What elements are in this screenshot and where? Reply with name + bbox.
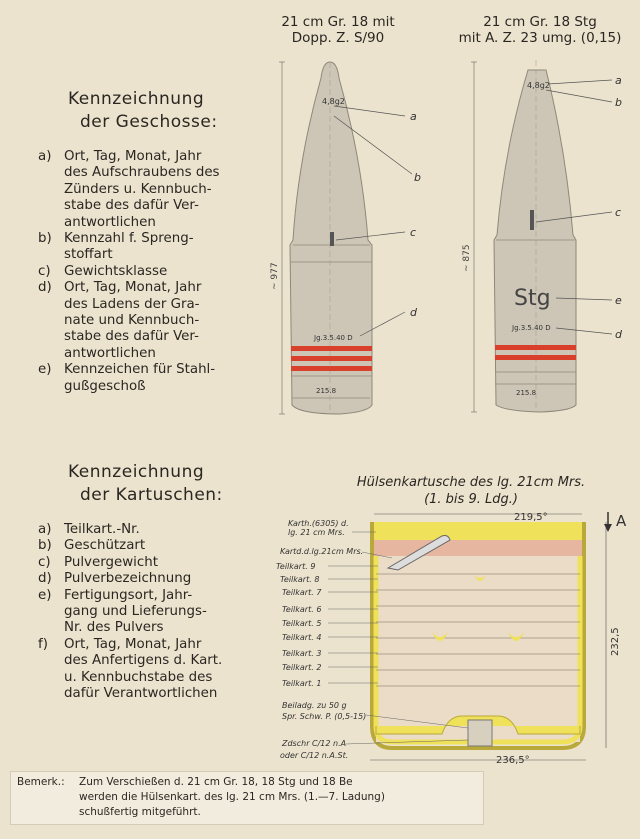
cartridge-label: lg. 21 cm Mrs. — [288, 528, 345, 537]
shell2-marking: 215.8 — [516, 389, 537, 397]
cartridge-label: Teilkart. 3 — [282, 649, 322, 658]
footnote-line: werden die Hülsenkart. des lg. 21 cm Mrs. (1.—7. Ladung) — [79, 791, 385, 803]
cartridge-label: Teilkart. 2 — [282, 663, 322, 672]
cartridge-label: Teilkart. 6 — [282, 605, 322, 614]
cartridge-title: Hülsenkartusche des lg. 21cm Mrs. (1. bis 9. Ldg.) — [356, 475, 586, 507]
list-item: a) Ort, Tag, Monat, Jahr des Aufschraubens des Zünders u. Kennbuch- stabe des dafür Ver- antwortlichen — [38, 149, 220, 230]
cartridge-label: Teilkart. 4 — [282, 633, 322, 642]
shell2-caption: 21 cm Gr. 18 Stg mit A. Z. 23 umg. (0,15) — [458, 14, 622, 46]
cartridge-arrow-label: A — [616, 512, 627, 530]
callout-b: b — [615, 96, 622, 109]
callout-c: c — [410, 226, 417, 239]
list-item: d) Ort, Tag, Monat, Jahr des Ladens der Gra- nate und Kennbuch- stabe des dafür Ver- antwortlichen — [38, 280, 202, 361]
section2-heading: Kennzeichnung der Kartuschen: — [68, 462, 223, 505]
cartridge-label: Spr. Schw. P. (0,5-15) — [282, 712, 367, 721]
cartridge-label: oder C/12 n.A.St. — [280, 751, 349, 760]
cartridge-label: Kartd.d.lg.21cm Mrs. — [280, 547, 364, 556]
list-item: e) Kennzeichen für Stahl- gußgeschoß — [38, 362, 216, 394]
shell1-marking: 215.8 — [316, 387, 337, 395]
shell1-dim: ~ 977 — [270, 262, 280, 290]
list-item: b) Kennzahl f. Spreng- stoffart — [38, 231, 194, 263]
callout-d: d — [615, 328, 622, 341]
cartridge-dim-side: 232,5 — [610, 627, 621, 656]
cartridge-diagram — [262, 508, 640, 770]
cartridge-label: Teilkart. 8 — [280, 575, 320, 584]
list-item: b) Geschützart — [38, 538, 146, 554]
shell2-dim: ~ 875 — [462, 244, 472, 272]
shell2-marking: 4,8g2 — [527, 81, 550, 90]
cartridge-label: Teilkart. 9 — [276, 562, 316, 571]
section1-heading: Kennzeichnung der Geschosse: — [68, 89, 218, 132]
callout-c: c — [615, 206, 622, 219]
footnote-line: Zum Verschießen d. 21 cm Gr. 18, 18 Stg und 18 Be — [79, 776, 353, 788]
cartridge-label: Zdschr C/12 n.A — [282, 739, 347, 748]
callout-e: e — [615, 294, 622, 307]
callout-d: d — [410, 306, 417, 319]
cartridge-label: Teilkart. 5 — [282, 619, 322, 628]
shell1-caption: 21 cm Gr. 18 mit Dopp. Z. S/90 — [281, 14, 395, 46]
cartridge-dim-bottom: 236,5° — [496, 755, 530, 766]
list-item: d) Pulverbezeichnung — [38, 571, 192, 587]
footnote — [10, 771, 484, 825]
shell1-drawing — [270, 62, 421, 414]
callout-b: b — [414, 171, 421, 184]
cartridge-label: Beiladg. zu 50 g — [282, 701, 347, 710]
shell1-marking: 4,8g2 — [322, 97, 345, 106]
footnote-line: schußfertig mitgeführt. — [79, 806, 201, 818]
callout-a: a — [615, 74, 622, 87]
list-item: c) Pulvergewicht — [38, 554, 158, 570]
footnote-label: Bemerk.: — [17, 776, 65, 788]
list-item: e) Fertigungsort, Jahr- gang und Lieferungs- Nr. des Pulvers — [38, 587, 207, 636]
shell2-drawing — [462, 60, 623, 412]
list-item: c) Gewichtsklasse — [38, 263, 168, 279]
cartridge-label: Karth.(6305) d. — [288, 519, 349, 528]
callout-a: a — [410, 110, 417, 123]
shell2-marking: Jg.3.5.40 D — [512, 324, 551, 332]
list-item: a) Teilkart.-Nr. — [38, 522, 140, 537]
section2-list — [38, 522, 253, 702]
cartridge-label: Teilkart. 1 — [282, 679, 322, 688]
list-item: f) Ort, Tag, Monat, Jahr des Anfertigens d. Kart. u. Kennbuchstabe des dafür Verantwortlichen — [38, 636, 223, 702]
shell2-stg-mark: Stg — [514, 286, 551, 311]
shell1-marking: Jg.3.5.40 D — [314, 334, 353, 342]
cartridge-dim-top: 219,5° — [514, 512, 548, 523]
cartridge-label: Teilkart. 7 — [282, 588, 322, 597]
